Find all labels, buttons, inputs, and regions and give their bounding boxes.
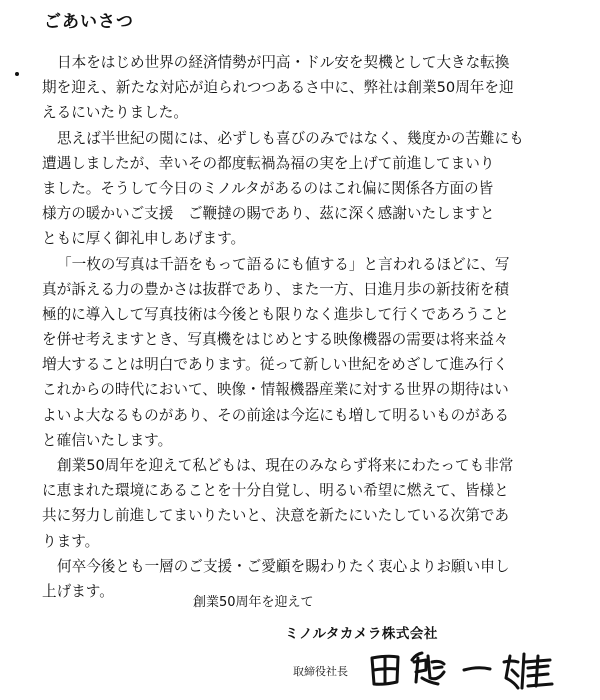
paragraph-1 <box>42 50 587 126</box>
text-line: 増大することは明白であります。従って新しい世紀をめざして進み行く <box>42 356 508 374</box>
paragraph-3 <box>42 252 587 454</box>
text-line: と確信いたします。 <box>42 431 173 449</box>
text-line: ともに厚く御礼申しあげます。 <box>42 230 246 248</box>
text-line: 期を迎え、新たな対応が迫られつつあるさ中に、弊社は創業50周年を迎 <box>42 79 514 97</box>
text-line: に恵まれた環境にあることを十分自覚し、明るい希望に燃えて、皆様と <box>42 482 509 500</box>
text-line: 日本をはじめ世界の経済情勢が円高・ドル安を契機として大きな転換 <box>57 54 510 71</box>
text-line: これからの時代において、映像・情報機器産業に対する世界の期待はい <box>42 381 509 399</box>
text-line: よいよ大なるものがあり、その前途は今迄にも増して明るいものがある <box>42 406 510 424</box>
text-line: ります。 <box>42 532 100 550</box>
company-name: ミノルタカメラ株式会社 <box>285 626 438 642</box>
text-line: 遭遇しましたが、幸いその都度転禍為福の実を上げて前進してまいり <box>42 154 495 172</box>
text-line: 上げます。 <box>42 582 114 600</box>
text-line: 何卒今後とも一層のご支援・ご愛顧を賜わりたく衷心よりお願い申し <box>57 557 510 575</box>
text-line: ました。そうして今日のミノルタがあるのはこれ偏に関係各方面の皆 <box>42 179 494 197</box>
text-line: 真が訴える力の豊かさは抜群であり、また一方、日進月歩の新技術を積 <box>42 280 510 298</box>
paragraph-5 <box>42 554 587 604</box>
text-line: 創業50周年を迎えて私どもは、現在のみならず将来にわたっても非常 <box>57 457 514 474</box>
handwritten-signature <box>368 648 558 692</box>
letter-body <box>42 50 587 604</box>
closing-line: 創業50周年を迎えて <box>193 595 314 610</box>
text-line: 共に努力し前進してまいりたいと、決意を新たにいたしている次第であ <box>42 507 510 525</box>
text-line: えるにいたりました。 <box>42 104 188 122</box>
stray-mark <box>15 72 19 76</box>
text-line: 「一枚の写真は千語をもって語るにも値する」と言われるほどに、写 <box>57 255 510 273</box>
text-line: 様方の暖かいご支援 ご鞭撻の賜であり、茲に深く感謝いたしますと <box>42 205 495 223</box>
paragraph-4 <box>42 453 587 554</box>
text-line: 思えば半世紀の閲には、必ずしも喜びのみではなく、幾度かの苦難にも <box>57 129 524 147</box>
text-line: 極的に導入して写真技術は今後とも限りなく進歩して行くであろうこと <box>42 305 510 323</box>
signer-title: 取締役社長 <box>293 665 348 678</box>
text-line: を併せ考えますとき、写真機をはじめとする映像機器の需要は将来益々 <box>42 331 509 349</box>
paragraph-2 <box>42 126 587 252</box>
letter-title: ごあいさつ <box>44 12 134 32</box>
